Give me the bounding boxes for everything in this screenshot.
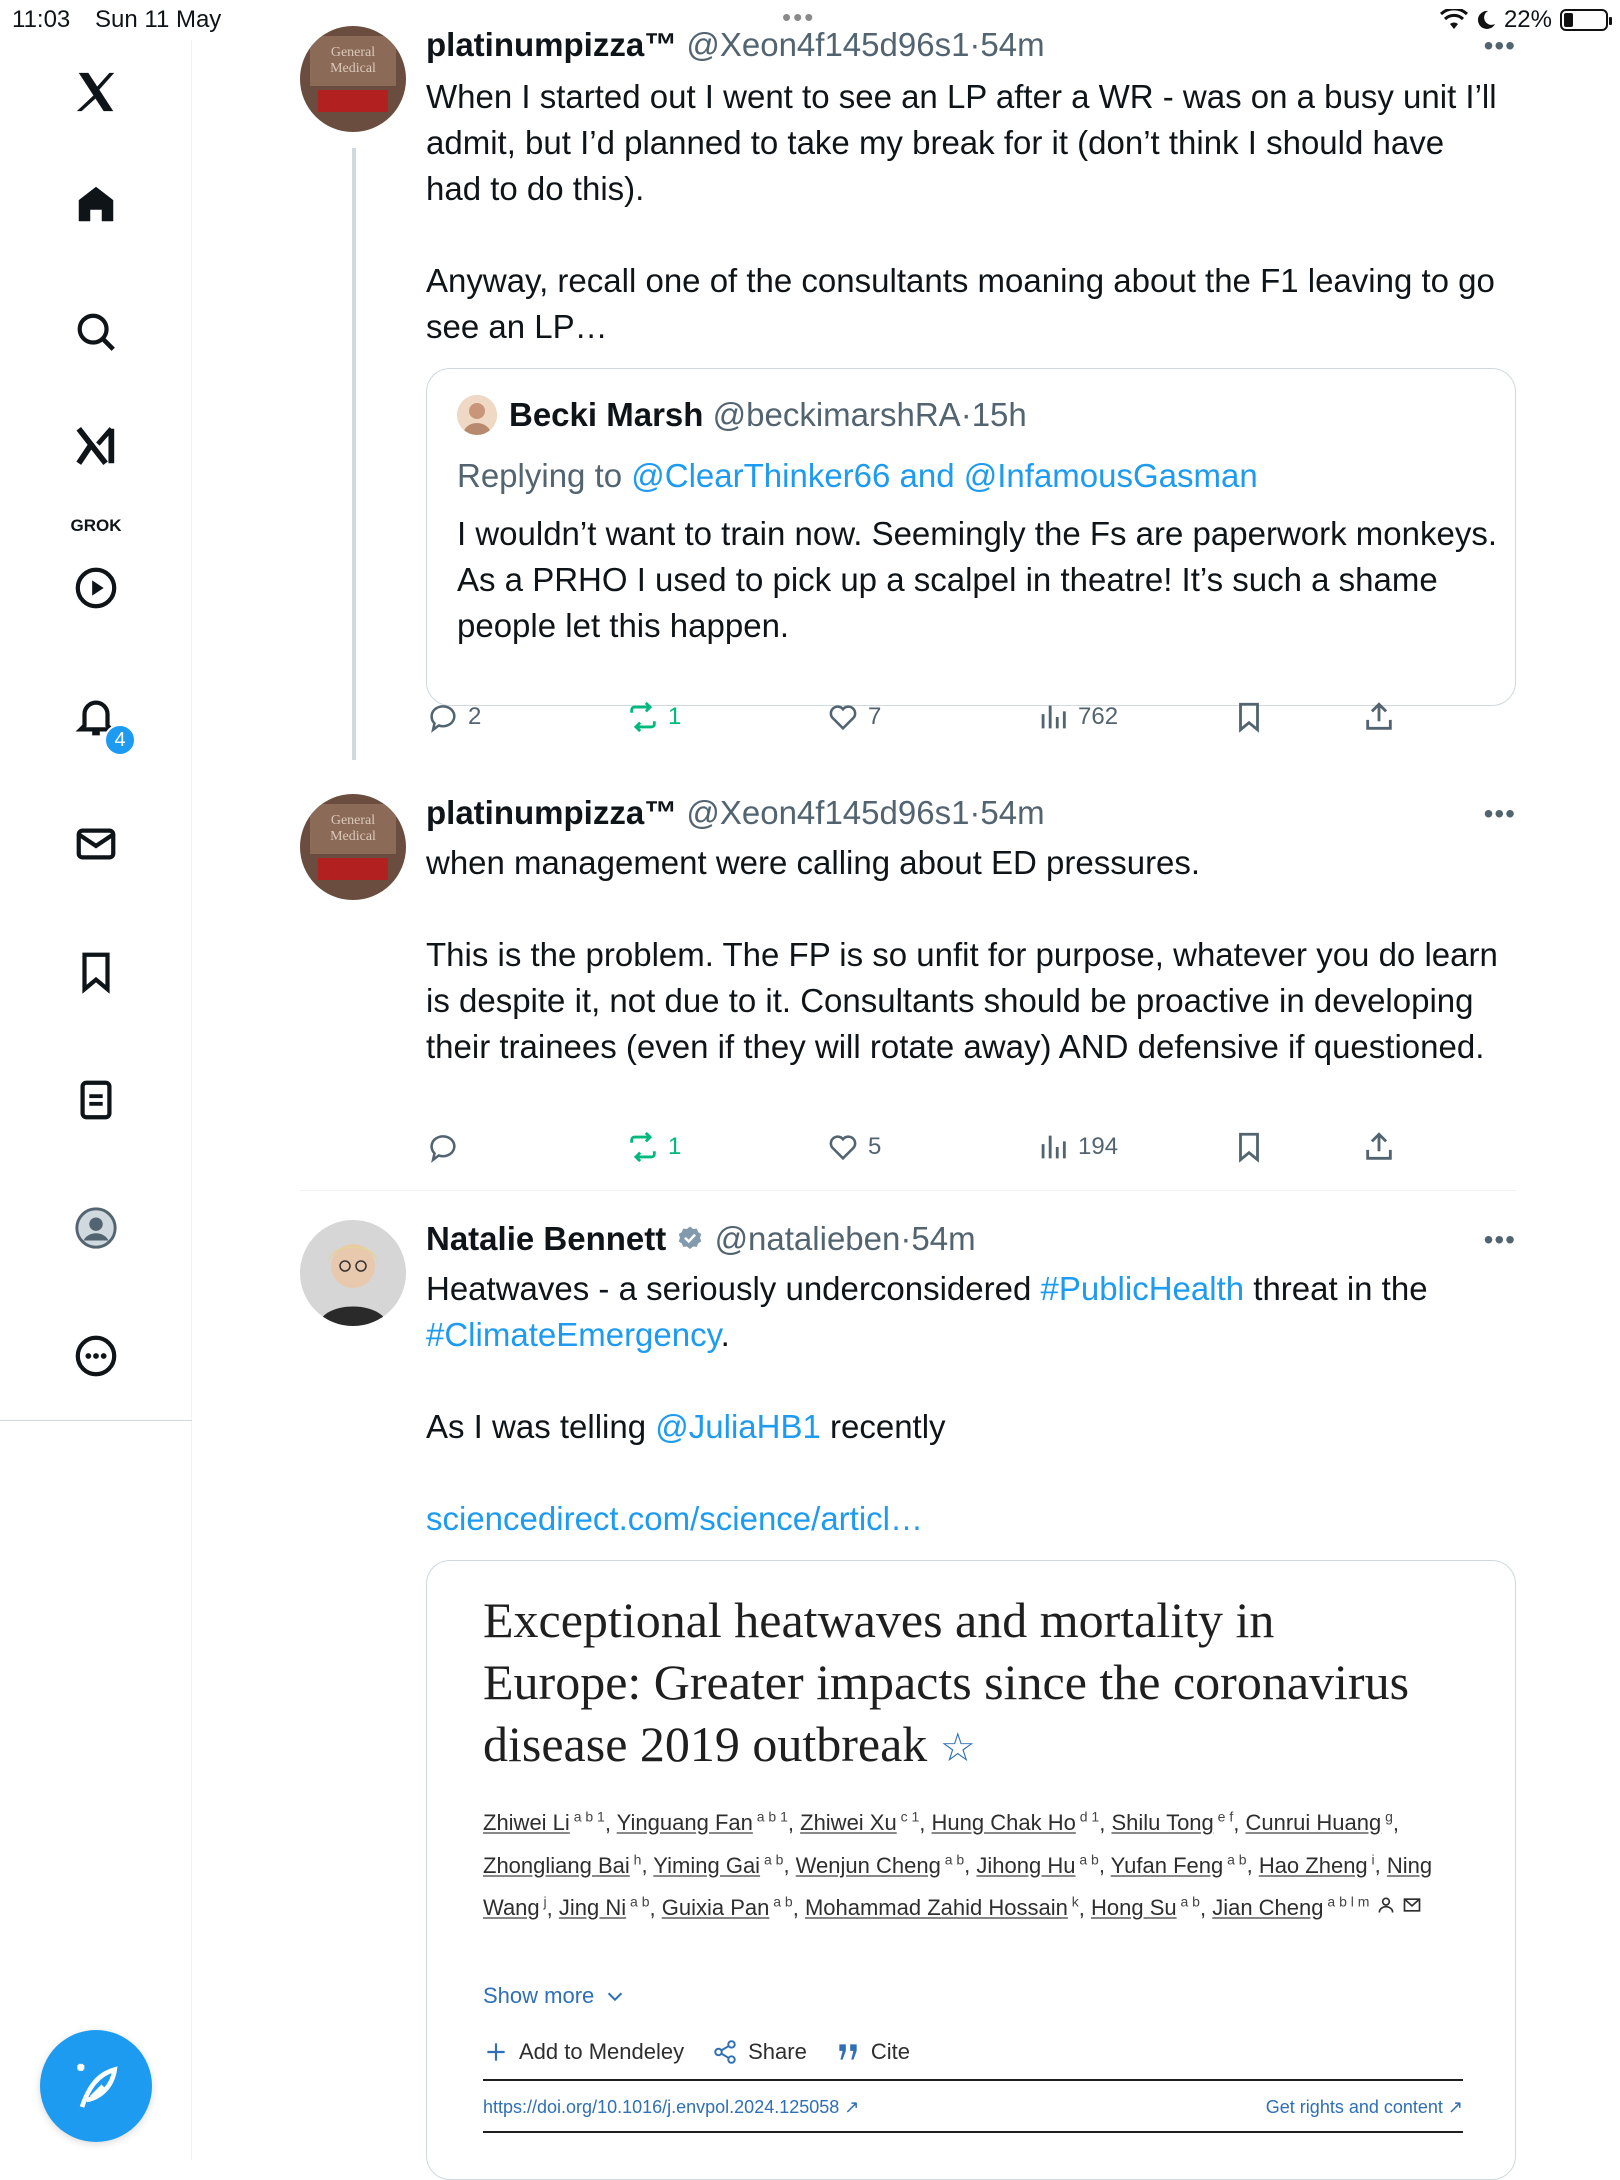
share-icon [1362, 1130, 1396, 1164]
tweet-text [426, 1266, 1506, 1542]
link-preview-card[interactable] [426, 1560, 1516, 2180]
author-name: Cunrui Huang [1245, 1810, 1382, 1836]
tweet-divider [300, 1190, 1516, 1191]
author-link[interactable] [483, 1853, 641, 1878]
share-article-label: Share [748, 2039, 807, 2064]
tweet-text: when management were calling about ED pressures. This is the problem. The FP is so unfit for purpose, whatever you do learn is despite it, not due to it. Consultants should be proactive in developing their trainees (even if they will rotate away) AND defensive if questioned. [426, 844, 1498, 1065]
separator-dot: · [960, 396, 972, 433]
add-to-mendeley-button[interactable] [483, 2039, 684, 2065]
article-tools [483, 2039, 910, 2065]
quote-avatar [457, 395, 497, 435]
author-name: Shilu Tong [1111, 1810, 1214, 1836]
tweet-line [426, 1312, 1506, 1358]
bookmark-button[interactable] [1232, 1130, 1266, 1164]
like-count: 7 [868, 703, 882, 730]
lists-icon[interactable] [70, 1074, 122, 1126]
hashtag-climate-emergency[interactable]: #ClimateEmergency [426, 1316, 721, 1353]
views-button[interactable] [1036, 700, 1118, 734]
author-link[interactable] [805, 1895, 1079, 1920]
author-link[interactable] [662, 1895, 793, 1920]
author-name: Zhiwei Xu [800, 1810, 897, 1836]
hashtag-public-health[interactable]: #PublicHealth [1040, 1270, 1245, 1307]
article-title [483, 1589, 1443, 1779]
author-link[interactable] [932, 1810, 1100, 1835]
author-name: Yinguang Fan [616, 1810, 753, 1836]
author-link[interactable] [800, 1810, 919, 1835]
blank-line [426, 1450, 1506, 1496]
video-icon[interactable] [70, 562, 122, 614]
bookmark-icon [1232, 1130, 1266, 1164]
post-time[interactable]: 54m [911, 1220, 976, 1257]
affiliation-marks: c 1 [896, 1809, 920, 1825]
battery-percent: 22% [1503, 6, 1552, 33]
author-link[interactable] [617, 1810, 788, 1835]
x-logo-icon[interactable] [70, 66, 122, 118]
text-segment: As I was telling [426, 1408, 656, 1445]
author-link[interactable] [1091, 1895, 1200, 1920]
author-name: Hao Zheng [1258, 1852, 1368, 1878]
quote-time: 15h [971, 396, 1027, 433]
affiliation-marks: g [1381, 1809, 1393, 1825]
bookmark-button[interactable] [1232, 700, 1266, 734]
reply-button[interactable] [426, 1130, 468, 1164]
views-icon [1036, 1130, 1070, 1164]
mention-link[interactable]: @JuliaHB1 [655, 1408, 821, 1445]
author-name[interactable]: platinumpizza™ [426, 794, 678, 831]
text-segment: threat in the [1244, 1270, 1428, 1307]
compose-feather-icon [68, 2058, 124, 2114]
sidebar-divider [0, 1420, 192, 1421]
tweet[interactable] [300, 26, 1516, 756]
reply-icon [426, 700, 460, 734]
post-time[interactable]: 54m [980, 794, 1045, 831]
verified-badge-icon [675, 1224, 705, 1254]
author-link[interactable] [1212, 1895, 1369, 1920]
more-icon[interactable] [70, 1330, 122, 1382]
tweet-actions [426, 1130, 1426, 1170]
views-icon [1036, 700, 1070, 734]
replying-mentions[interactable]: @ClearThinker66 and @InfamousGasman [631, 457, 1258, 494]
author-handle[interactable]: @Xeon4f145d96s1 [686, 794, 970, 831]
author-link[interactable] [653, 1853, 783, 1878]
affiliation-marks: i [1367, 1851, 1375, 1868]
like-button[interactable] [826, 1130, 881, 1164]
quote-author-name: Becki Marsh [509, 396, 704, 433]
author-name: Yufan Feng [1110, 1852, 1224, 1878]
author-name: Zhongliang Bai [483, 1852, 630, 1878]
more-options-icon[interactable]: ••• [1483, 798, 1516, 829]
affiliation-marks: a b 1 [569, 1809, 605, 1825]
separator-dot: · [969, 794, 981, 831]
get-rights-link[interactable]: Get rights and content ↗ [1265, 2097, 1463, 2117]
quote-marks-icon [835, 2039, 861, 2065]
tweet-header [426, 1220, 976, 1258]
post-time[interactable]: 54m [980, 26, 1045, 63]
text-segment: recently [820, 1408, 946, 1445]
article-url-link[interactable]: sciencedirect.com/science/articl… [426, 1500, 923, 1537]
author-name: Ning Wang [483, 1852, 1433, 1920]
avatar[interactable] [300, 26, 406, 132]
author-name: Guixia Pan [661, 1894, 770, 1920]
add-to-mendeley-label: Add to Mendeley [519, 2039, 685, 2064]
repost-count: 1 [668, 1133, 682, 1160]
bookmark-icon [1232, 700, 1266, 734]
tweet-line [426, 1266, 1506, 1312]
author-link[interactable] [1245, 1810, 1392, 1835]
author-handle[interactable]: @natalieben [714, 1220, 901, 1257]
author-name: Jian Cheng [1212, 1894, 1324, 1920]
affiliation-marks: j [539, 1893, 547, 1910]
author-name[interactable]: Natalie Bennett [426, 1220, 667, 1257]
tweet-line [426, 1404, 1506, 1450]
affiliation-marks: a b [626, 1893, 650, 1910]
affiliation-marks: a b [1075, 1851, 1099, 1868]
star-icon: ☆ [939, 1725, 976, 1770]
grok-icon[interactable] [70, 420, 122, 472]
author-name: Hung Chak Ho [931, 1810, 1076, 1836]
author-name: Mohammad Zahid Hossain [804, 1894, 1068, 1920]
author-name[interactable]: platinumpizza™ [426, 26, 678, 63]
repost-icon [626, 700, 660, 734]
share-article-button[interactable] [712, 2039, 807, 2065]
card-rule [483, 2079, 1463, 2081]
author-link[interactable] [1111, 1853, 1247, 1878]
tweet-header [426, 26, 1045, 64]
author-link[interactable] [559, 1895, 650, 1920]
profile-icon[interactable] [70, 1202, 122, 1254]
like-button[interactable] [826, 700, 881, 734]
svg-text:Medical: Medical [330, 829, 376, 844]
author-name: Wenjun Cheng [795, 1852, 941, 1878]
author-link[interactable] [796, 1853, 965, 1878]
status-date: Sun 11 May [95, 6, 222, 33]
repost-button[interactable] [626, 700, 681, 734]
like-count: 5 [868, 1133, 882, 1160]
affiliation-marks: a b [760, 1851, 784, 1868]
author-name: Jihong Hu [976, 1852, 1076, 1878]
tweet-text: When I started out I went to see an LP after a WR - was on a busy unit I’ll admit, but I’d planned to take my break for it (don’t think I should have had to do this). Anyway, recall one of the consultants moaning about the F1 leaving to go see an LP… [426, 78, 1497, 345]
home-icon[interactable] [70, 178, 122, 230]
cite-label: Cite [870, 2039, 910, 2064]
share-button[interactable] [1362, 700, 1396, 734]
repost-icon [626, 1130, 660, 1164]
view-count: 762 [1078, 703, 1119, 730]
doi-link[interactable]: https://doi.org/10.1016/j.envpol.2024.125058 ↗ [483, 2097, 860, 2117]
repost-count: 1 [668, 703, 682, 730]
chevron-down-icon [604, 1985, 626, 2007]
author-handle[interactable]: @Xeon4f145d96s1 [686, 26, 970, 63]
author-name: Jing Ni [558, 1894, 627, 1920]
quote-text: I wouldn’t want to train now. Seemingly the Fs are paperwork monkeys. As a PRHO I used to pick up a scalpel in theatre! It’s such a shame people let this happen. [457, 515, 1497, 644]
view-count: 194 [1078, 1133, 1119, 1160]
show-more-button[interactable] [483, 1983, 626, 2009]
author-name: Hong Su [1090, 1894, 1177, 1920]
quote-replying-to [457, 457, 1258, 495]
text-segment: Heatwaves - a seriously underconsidered [426, 1270, 1041, 1307]
affiliation-marks: a b [769, 1893, 793, 1910]
author-name: Zhiwei Li [483, 1810, 570, 1836]
author-link[interactable] [483, 1810, 605, 1835]
quote-header [457, 395, 1027, 435]
reply-count: 2 [468, 703, 482, 730]
repost-button[interactable] [626, 1130, 681, 1164]
quoted-tweet[interactable] [426, 368, 1516, 706]
article-title-text: Exceptional heatwaves and mortality in Europe: Greater impacts since the coronavirus disease 2019 outbreak [483, 1592, 1410, 1772]
affiliation-marks: d 1 [1075, 1809, 1100, 1825]
share-icon [1362, 700, 1396, 734]
reply-button[interactable] [426, 700, 481, 734]
text-segment: . [720, 1316, 730, 1353]
affiliation-marks: k [1067, 1893, 1079, 1910]
replying-prefix: Replying to [457, 457, 632, 494]
left-sidebar [0, 40, 192, 2160]
affiliation-marks: h [629, 1851, 642, 1868]
more-options-icon[interactable]: ••• [1483, 30, 1516, 61]
affiliation-marks: a b [1223, 1851, 1247, 1868]
affiliation-marks: a b [1176, 1893, 1200, 1910]
views-button[interactable] [1036, 1130, 1118, 1164]
separator-dot: · [900, 1220, 912, 1257]
battery-fill [1564, 13, 1573, 27]
more-options-icon[interactable]: ••• [1483, 1224, 1516, 1255]
tweet-actions [426, 700, 1426, 740]
tweet[interactable] [300, 794, 1516, 1174]
author-list: Zhiwei Li $^{a b 1}$, Yinguang Fan $^{a b 1}$, Zhiwei Xu $^{c 1}$, Hung Chak Ho $^{d 1}$, Shilu Tong $^{e f}$, Cunrui Huang $^g$, Zhongliang Bai $^h$, Yiming Gai $^{a b}$, Wenjun Cheng $^{a b}$, Jihong Hu $^{a b}$, Yufan Feng $^{a b}$, Hao Zheng $^i$, Ning Wang $^j$, Jing Ni $^{a b}$, Guixia Pan $^{a b}$, Mohammad Zahid Hossain $^k$, Hong Su $^{a b}$, Jian Cheng $^{a b l m}$ [483, 1809, 1433, 1920]
svg-text:General: General [330, 813, 376, 828]
author-link[interactable] [1259, 1853, 1375, 1878]
notifications-badge: 4 [104, 724, 136, 756]
messages-icon[interactable] [70, 818, 122, 870]
svg-text:General: General [330, 45, 376, 60]
show-more-label: Show more [483, 1983, 595, 2008]
bookmarks-icon[interactable] [70, 946, 122, 998]
affiliation-marks: a b l m [1323, 1893, 1370, 1910]
heart-icon [826, 1130, 860, 1164]
affiliation-marks: a b 1 [752, 1809, 788, 1825]
plus-icon [483, 2039, 509, 2065]
affiliation-marks: a b [940, 1851, 965, 1868]
quote-author-handle: @beckimarshRA [712, 396, 961, 433]
svg-text:Medical: Medical [330, 61, 376, 76]
tweet-header [426, 794, 1045, 832]
avatar[interactable] [300, 1220, 406, 1326]
card-rule [483, 2131, 1463, 2133]
author-link[interactable] [1111, 1810, 1233, 1835]
multitasking-dots-icon[interactable]: ••• [782, 2, 816, 32]
battery-icon [1560, 9, 1608, 31]
separator-dot: · [969, 26, 981, 63]
search-icon[interactable] [70, 306, 122, 358]
avatar[interactable] [300, 794, 406, 900]
share-nodes-icon [712, 2039, 738, 2065]
compose-post-button[interactable] [40, 2030, 152, 2142]
affiliation-marks: e f [1213, 1809, 1234, 1825]
heart-icon [826, 700, 860, 734]
author-link[interactable] [976, 1853, 1098, 1878]
status-time: 11:03 [12, 6, 71, 33]
person-mail-icon[interactable] [1369, 1895, 1421, 1920]
reply-icon [426, 1130, 460, 1164]
share-button[interactable] [1362, 1130, 1396, 1164]
grok-label: GROK [70, 516, 122, 535]
author-name: Yiming Gai [653, 1852, 761, 1878]
blank-line [426, 1358, 1506, 1404]
cite-button[interactable] [835, 2039, 910, 2065]
